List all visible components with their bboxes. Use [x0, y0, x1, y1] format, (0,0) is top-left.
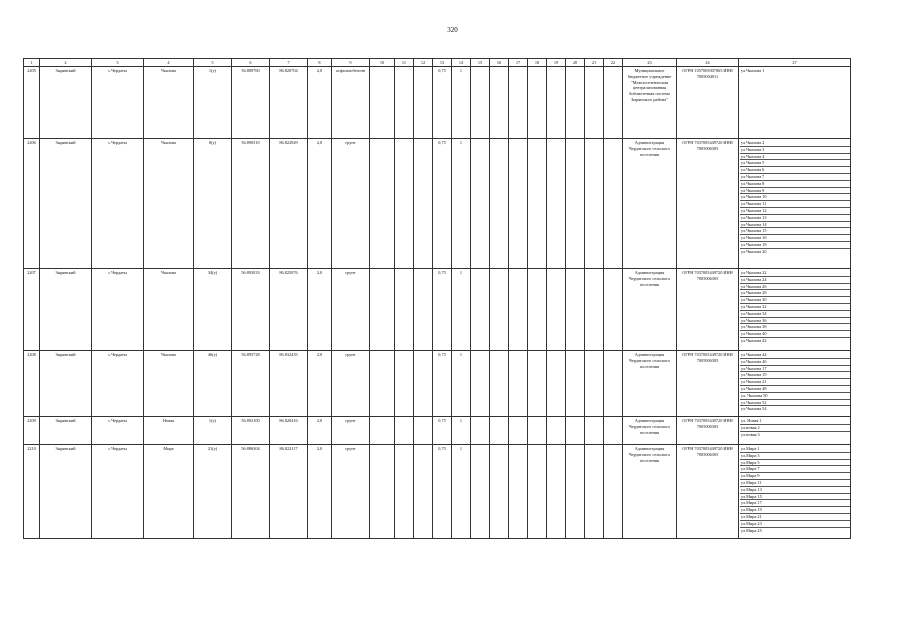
table-cell-col-5: 1(у)	[194, 417, 232, 445]
table-row	[24, 445, 851, 539]
table-cell-col-13: 0,75	[433, 67, 452, 139]
table-cell-col-5: 8(у)	[194, 139, 232, 269]
address-item: ул.Мира 11	[740, 480, 850, 487]
address-item: ул.Чкалова 24	[740, 277, 850, 284]
table-cell-col-2: Зырянский	[40, 417, 92, 445]
table-cell-col-2: Зырянский	[40, 269, 92, 351]
address-item: ул.Чкалова 2	[740, 140, 850, 147]
table-cell-col-11	[395, 269, 414, 351]
column-number-9: 9	[332, 59, 370, 67]
column-number-27: 27	[739, 59, 851, 67]
table-cell-col-22	[604, 139, 623, 269]
table-cell-col-17	[509, 269, 528, 351]
table-cell-col-10	[370, 417, 395, 445]
table-cell-col-21	[585, 67, 604, 139]
column-number-12: 12	[414, 59, 433, 67]
table-cell-col-5: 1(у)	[194, 67, 232, 139]
address-item: ул.Чкалова 21	[740, 379, 850, 386]
column-number-16: 16	[490, 59, 509, 67]
column-number-22: 22	[604, 59, 623, 67]
table-cell-col-2: Зырянский	[40, 351, 92, 417]
table-cell-col-18	[528, 67, 547, 139]
table-cell-col-18	[528, 351, 547, 417]
table-cell-col-19	[547, 139, 566, 269]
table-cell-col-5: 46(у)	[194, 351, 232, 417]
table-cell-col-11	[395, 445, 414, 539]
table-cell-col-24: ОГРН 7037005449720 ИНН 7005006305	[677, 351, 739, 417]
table-cell-col-8: 2,0	[308, 67, 332, 139]
table-cell-col-14: 1	[452, 351, 471, 417]
table-cell-col-18	[528, 445, 547, 539]
address-item: ул.новая 2	[740, 425, 850, 432]
table-cell-col-24: ОГРН 7037005449720 ИНН 7005006305	[677, 139, 739, 269]
table-cell-col-17	[509, 417, 528, 445]
address-item: ул.Чкалова 44	[740, 352, 850, 359]
table-cell-col-18	[528, 417, 547, 445]
address-item: ул.Чкалова 13	[740, 215, 850, 222]
table-cell-col-20	[566, 139, 585, 269]
address-item: ул.Чкалова 40	[740, 331, 850, 338]
table-cell-col-4: Мира	[144, 445, 194, 539]
column-number-2: 2	[40, 59, 92, 67]
column-number-11: 11	[395, 59, 414, 67]
column-number-18: 18	[528, 59, 547, 67]
table-cell-col-3: с.Чердаты	[92, 139, 144, 269]
address-item: ул.Чкалова 22	[740, 270, 850, 277]
table-cell-col-11	[395, 417, 414, 445]
table-row	[24, 417, 851, 445]
address-item: ул.Мира 1	[740, 446, 850, 453]
address-item: ул.Чкалова 38	[740, 324, 850, 331]
table-cell-col-3: с.Чердаты	[92, 67, 144, 139]
table-cell-col-2: Зырянский	[40, 67, 92, 139]
table-cell-col-14: 1	[452, 445, 471, 539]
column-number-5: 5	[194, 59, 232, 67]
table-cell-col-9: грунт	[332, 351, 370, 417]
address-item: ул.Чкалова 11	[740, 201, 850, 208]
table-cell-col-24: ОГРН 7037005449720 ИНН 7005006305	[677, 445, 739, 539]
address-item: ул.Мира 19	[740, 507, 850, 514]
address-item: ул.Чкалова 16	[740, 235, 850, 242]
table-cell-col-4: Новая	[144, 417, 194, 445]
column-number-23: 23	[623, 59, 677, 67]
table-cell-col-20	[566, 351, 585, 417]
address-item: ул. Новая 1	[740, 418, 850, 425]
table-cell-col-3: с.Чердаты	[92, 269, 144, 351]
table-cell-col-1: 2205	[24, 67, 40, 139]
table-cell-col-16	[490, 417, 509, 445]
address-item: ул.Чкалова 42	[741, 337, 767, 343]
column-number-row	[24, 59, 851, 67]
address-item: ул.Чкалова 6	[740, 167, 850, 174]
column-number-17: 17	[509, 59, 528, 67]
table-cell-col-24: ОГРН 1057005007065 ИНН 7005004011	[677, 67, 739, 139]
address-item: ул.Мира 15	[740, 494, 850, 501]
address-list-cell	[739, 445, 851, 539]
table-cell-col-16	[490, 445, 509, 539]
table-cell-col-13: 0,75	[433, 269, 452, 351]
table-cell-col-21	[585, 139, 604, 269]
column-number-7: 7	[270, 59, 308, 67]
address-item: ул. Чкалова 50	[740, 393, 850, 400]
table-cell-col-18	[528, 269, 547, 351]
table-cell-col-23: Администрация Чердатского сельского поселения	[623, 445, 677, 539]
table-cell-col-17	[509, 67, 528, 139]
table-cell-col-23: Администрация Чердатского сельского поселения	[623, 269, 677, 351]
table-cell-col-13: 0,75	[433, 417, 452, 445]
table-cell-col-23: Администрация Чердатского сельского поселения	[623, 139, 677, 269]
table-cell-col-6: 56.892100	[232, 417, 270, 445]
table-cell-col-6: 56.893033	[232, 269, 270, 351]
table-cell-col-15	[471, 417, 490, 445]
table-cell-col-21	[585, 351, 604, 417]
table-cell-col-10	[370, 67, 395, 139]
address-list-cell	[739, 417, 851, 445]
table-row	[24, 269, 851, 351]
column-number-20: 20	[566, 59, 585, 67]
table-cell-col-8: 2,0	[308, 139, 332, 269]
table-cell-col-16	[490, 269, 509, 351]
table-cell-col-19	[547, 445, 566, 539]
address-list-cell	[739, 351, 851, 417]
page-number: 320	[447, 26, 458, 34]
address-item: ул.Чкалова 28	[740, 290, 850, 297]
table-cell-col-12	[414, 417, 433, 445]
column-number-13: 13	[433, 59, 452, 67]
table-cell-col-1: 2206	[24, 139, 40, 269]
table-cell-col-14: 1	[452, 67, 471, 139]
table-cell-col-6: 56.889760	[232, 67, 270, 139]
table-cell-col-13: 0,75	[433, 445, 452, 539]
address-item: ул.Чкалова 48	[740, 386, 850, 393]
table-cell-col-20	[566, 417, 585, 445]
table-cell-col-12	[414, 67, 433, 139]
table-cell-col-8: 2,0	[308, 417, 332, 445]
address-item: ул.Мира 5	[740, 460, 850, 467]
table-cell-col-10	[370, 139, 395, 269]
table-cell-col-2: Зырянский	[40, 139, 92, 269]
table-cell-col-5: 34(у)	[194, 269, 232, 351]
table-cell-col-8: 2,0	[308, 351, 332, 417]
table-cell-col-19	[547, 67, 566, 139]
table-cell-col-8: 2,0	[308, 269, 332, 351]
table-cell-col-15	[471, 139, 490, 269]
table-cell-col-3: с.Чердаты	[92, 445, 144, 539]
table-cell-col-16	[490, 139, 509, 269]
table-cell-col-9: грунт	[332, 139, 370, 269]
table-cell-col-22	[604, 417, 623, 445]
column-number-4: 4	[144, 59, 194, 67]
table-cell-col-6: 56.890510	[232, 139, 270, 269]
table-cell-col-19	[547, 417, 566, 445]
address-list-cell	[739, 139, 851, 269]
table-cell-col-8: 2,0	[308, 445, 332, 539]
table-cell-col-16	[490, 67, 509, 139]
table-cell-col-3: с.Чердаты	[92, 351, 144, 417]
table-cell-col-17	[509, 445, 528, 539]
address-item: ул.Чкалова 32	[740, 304, 850, 311]
table-cell-col-24: ОГРН 7037005449720 ИНН 7005006305	[677, 269, 739, 351]
table-cell-col-15	[471, 445, 490, 539]
address-item: ул.Чкалова 34	[740, 311, 850, 318]
table-body	[24, 67, 851, 539]
table-cell-col-11	[395, 351, 414, 417]
address-list-cell	[739, 67, 851, 139]
table-cell-col-17	[509, 139, 528, 269]
table-cell-col-14: 1	[452, 417, 471, 445]
table-cell-col-6: 56.895728	[232, 351, 270, 417]
table-cell-col-7: 86.832435	[270, 351, 308, 417]
table-cell-col-9: грунт	[332, 269, 370, 351]
table-cell-col-6: 56.886304	[232, 445, 270, 539]
table-cell-col-17	[509, 351, 528, 417]
address-item: ул.Чкалова 12	[740, 208, 850, 215]
table-cell-col-4: Чкалова	[144, 67, 194, 139]
table-cell-col-13: 0,75	[433, 139, 452, 269]
address-item: ул.Чкалова 46	[740, 359, 850, 366]
table-cell-col-10	[370, 269, 395, 351]
table-cell-col-1: 2208	[24, 351, 40, 417]
address-list-cell	[739, 269, 851, 351]
address-item: ул.Чкалова 14	[740, 222, 850, 229]
address-item: ул.Мира 25	[741, 527, 762, 533]
address-item: ул.Чкалова 15	[740, 228, 850, 235]
table-row	[24, 351, 851, 417]
table-cell-col-12	[414, 445, 433, 539]
table-cell-col-12	[414, 139, 433, 269]
column-number-10: 10	[370, 59, 395, 67]
address-item: ул.Чкалова 52	[740, 400, 850, 407]
column-number-1: 1	[24, 59, 40, 67]
table-cell-col-1: 2209	[24, 417, 40, 445]
column-number-15: 15	[471, 59, 490, 67]
table-row	[24, 67, 851, 139]
table-cell-col-18	[528, 139, 547, 269]
address-item: ул.Чкалова 4	[740, 154, 850, 161]
address-item: ул.Мира 9	[740, 473, 850, 480]
address-item: ул.Чкалова 54	[741, 406, 767, 412]
table-cell-col-22	[604, 351, 623, 417]
table-cell-col-5: 21(у)	[194, 445, 232, 539]
table-cell-col-4: Чкалова	[144, 269, 194, 351]
table-cell-col-21	[585, 269, 604, 351]
address-item: ул.Чкалова 7	[740, 174, 850, 181]
table-cell-col-21	[585, 417, 604, 445]
table-cell-col-4: Чкалова	[144, 351, 194, 417]
address-item: ул.Чкалова 8	[740, 181, 850, 188]
table-cell-col-20	[566, 445, 585, 539]
address-item: ул.Чкалова 20	[741, 248, 767, 254]
table-cell-col-14: 1	[452, 139, 471, 269]
table-cell-col-7: 86.820416	[270, 417, 308, 445]
address-item: ул.Чкалова 36	[740, 318, 850, 325]
table-cell-col-7: 86.822949	[270, 139, 308, 269]
address-item: ул.Чкалова 10	[740, 194, 850, 201]
table-cell-col-11	[395, 139, 414, 269]
address-item: ул.Мира 17	[740, 500, 850, 507]
address-item: ул.Чкалова 18	[740, 242, 850, 249]
column-number-8: 8	[308, 59, 332, 67]
address-item: ул.Мира 13	[740, 487, 850, 494]
address-item: ул.Чкалова 30	[740, 297, 850, 304]
table-cell-col-7: 86.825076	[270, 269, 308, 351]
table-cell-col-11	[395, 67, 414, 139]
address-item: ул.Мира 3	[740, 453, 850, 460]
table-row	[24, 139, 851, 269]
table-cell-col-15	[471, 269, 490, 351]
table-cell-col-20	[566, 67, 585, 139]
address-item: ул.Мира 7	[740, 466, 850, 473]
table-cell-col-23: Администрация Чердатского сельского поселения	[623, 417, 677, 445]
column-number-6: 6	[232, 59, 270, 67]
column-number-3: 3	[92, 59, 144, 67]
table-cell-col-10	[370, 445, 395, 539]
table-cell-col-15	[471, 351, 490, 417]
address-item: ул.Чкалова 1	[741, 68, 765, 73]
address-item: ул.Чкалова 26	[740, 284, 850, 291]
table-cell-col-7: 86.820704	[270, 67, 308, 139]
table-cell-col-4: Чкалова	[144, 139, 194, 269]
table-cell-col-7: 86.822117	[270, 445, 308, 539]
table-cell-col-16	[490, 351, 509, 417]
table-cell-col-22	[604, 269, 623, 351]
table-cell-col-23: Муниципальное бюджетное учреждение "Межпоселенческая централизованная библиотечная система Зырянского района"	[623, 67, 677, 139]
address-item: ул.Чкалова 17	[740, 366, 850, 373]
table-cell-col-1: 2207	[24, 269, 40, 351]
address-item: ул.Чкалова 19	[740, 372, 850, 379]
table-cell-col-24: ОГРН 7037005449720 ИНН 7005006305	[677, 417, 739, 445]
address-item: ул.Чкалова 9	[740, 188, 850, 195]
table-cell-col-9: асфальтобетонн	[332, 67, 370, 139]
table-cell-col-19	[547, 269, 566, 351]
column-number-19: 19	[547, 59, 566, 67]
column-number-21: 21	[585, 59, 604, 67]
table-cell-col-1: 2210	[24, 445, 40, 539]
table-cell-col-19	[547, 351, 566, 417]
column-number-14: 14	[452, 59, 471, 67]
table-cell-col-2: Зырянский	[40, 445, 92, 539]
address-item: ул.Чкалова 5	[740, 160, 850, 167]
column-number-24: 24	[677, 59, 739, 67]
registry-table	[23, 58, 851, 539]
table-cell-col-22	[604, 445, 623, 539]
table-cell-col-3: с.Чердаты	[92, 417, 144, 445]
table-cell-col-10	[370, 351, 395, 417]
table-cell-col-15	[471, 67, 490, 139]
table-cell-col-22	[604, 67, 623, 139]
table-cell-col-12	[414, 269, 433, 351]
table-cell-col-12	[414, 351, 433, 417]
table-cell-col-14: 1	[452, 269, 471, 351]
address-item: ул.Чкалова 3	[740, 147, 850, 154]
table-cell-col-13: 0,75	[433, 351, 452, 417]
table-cell-col-9: грунт	[332, 445, 370, 539]
address-item: ул.Мира 21	[740, 514, 850, 521]
table-cell-col-20	[566, 269, 585, 351]
table-cell-col-21	[585, 445, 604, 539]
address-item: ул.новая 3	[741, 431, 760, 437]
table-cell-col-9: грунт	[332, 417, 370, 445]
table-cell-col-23: Администрация Чердатского сельского поселения	[623, 351, 677, 417]
address-item: ул.Мира 23	[740, 521, 850, 528]
